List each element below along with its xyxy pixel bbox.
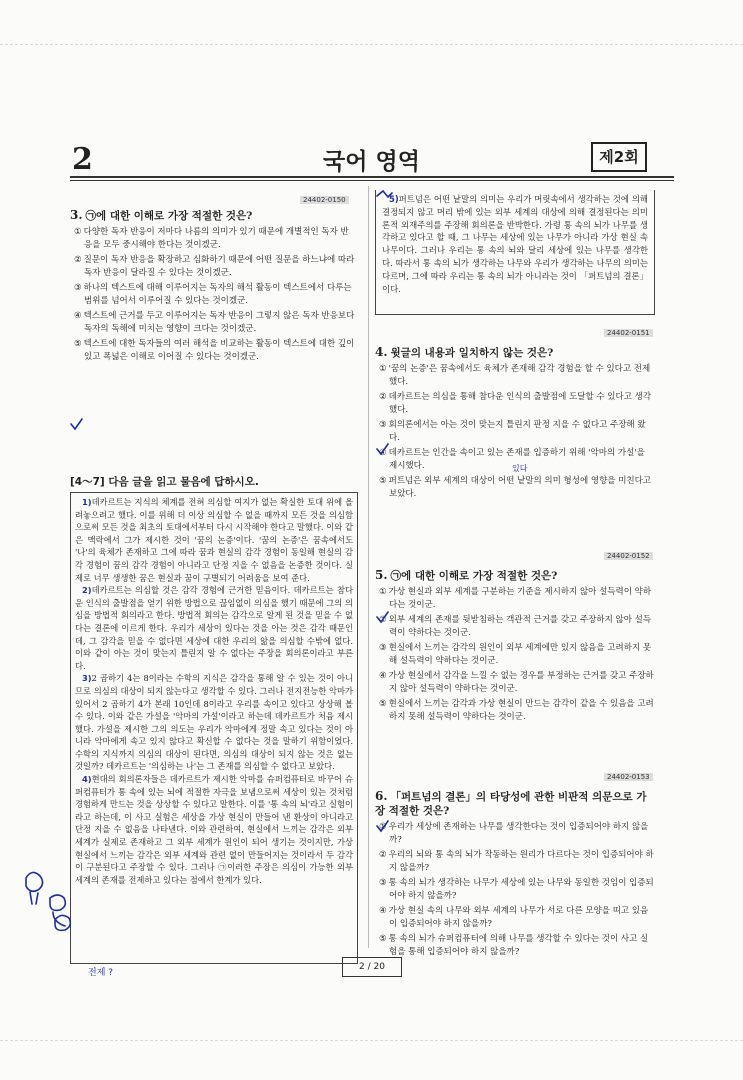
option-2[interactable]: ② 질문이 독자 반응을 확장하고 심화하기 때문에 어떤 질문을 하느냐에 따라 독자 반응이 달라질 수 있다는 것이겠군. bbox=[74, 255, 355, 278]
question-code: 24402-0152 bbox=[604, 552, 653, 560]
header-round-badge: 제2회 bbox=[591, 142, 647, 172]
option-4[interactable]: ④ 가상 현실 속의 나무와 외부 세계의 나무가 서로 다른 모양을 띠고 있음이 입증되어야 하지 않을까? bbox=[379, 906, 649, 929]
option-4[interactable]: ④ 데카르트는 인간을 속이고 있는 존재를 입증하기 위해 '악마의 가설'을 제시했다. bbox=[379, 448, 645, 471]
option-3[interactable]: ③ 하나의 텍스트에 대해 이루어지는 독자의 해석 활동이 텍스트에서 다루는 범위를 넘어서 이루어질 수 있다는 것이겠군. bbox=[74, 283, 352, 306]
passage-paragraph-4: 4)현대의 회의론자들은 데카르트가 제시한 악마를 슈퍼컴퓨터로 바꾸어 슈퍼컴퓨터가 통 속에 있는 뇌에 적절한 자극을 보냄으로써 세상이 있는 것처럼 경험하게 만드는 것을 상상할 수 있다고 말한다. 이를 '통 속의 뇌'라고 실험이라고 하는데, 이 사고 실험은 세상을 가상 현실이 만들어 낸 환상이 아니라고 단정 지을 수 없음을 나타낸다. 이와 관련하여, 현실에서 느끼는 감각은 외부 세계가 실제로 존재하고 그 외부 세계가 원인이 되어 생기는 것이지만, 가상 현실에서 느끼는 감각은 외부 세계와 관련 없이 만들어지는 것이라서 두 감각이 구분된다고 주장할 수 있다. 그러나 ㉠이러한 주장은 의심이 가능한 외부 세계의 존재를 전제하고 있다는 점에서 한계가 있다. bbox=[75, 774, 353, 885]
passage-paragraph-2: 2)데카르트는 의심할 것은 감각 경험에 근거한 믿음이다. 데카르트는 참다운 인식의 출발점을 얻기 위한 방법으로 끊임없이 의심을 했기 때문에 그의 의심을 방법적 회의라고 한다. 방법적 회의는 감각으로 알게 된 것을 믿을 수 없다는 결론에 이르게 한다. 우리가 세상이 있다는 것을 아는 것은 감각 때문인데, 그 감각을 믿을 수 없다면 세상에 대한 우리의 앎을 의심할 수밖에 없다. 이와 같이 아는 것이 맞는지 틀린지 알 수 없다는 주장을 회의론이라고 부른다. bbox=[75, 585, 353, 671]
check-mark-icon bbox=[71, 419, 82, 429]
question-code: 24402-0151 bbox=[604, 329, 653, 337]
option-1[interactable]: ① 다양한 독자 반응이 저마다 나름의 의미가 있기 때문에 개별적인 독자 반응을 모두 중시해야 한다는 것이겠군. bbox=[74, 227, 349, 250]
option-1[interactable]: ① 가상 현실과 외부 세계를 구분하는 기준을 제시하지 않아 설득력이 약하다는 것이군. bbox=[379, 587, 652, 610]
option-3[interactable]: ③ 회의론에서는 아는 것이 맞는지 틀린지 판정 지을 수 없다고 주장해 왔다. bbox=[379, 420, 646, 443]
option-1[interactable]: ① '꿈의 논증'은 꿈속에서도 육체가 존재해 감각 경험을 할 수 있다고 전제했다. bbox=[379, 364, 651, 387]
passage-group-heading: [4～7] 다음 글을 읽고 물음에 답하시오. bbox=[70, 476, 259, 488]
question-stem: 4. 윗글의 내용과 일치하지 않는 것은? bbox=[375, 345, 554, 359]
check-mark-icon bbox=[377, 612, 388, 622]
header-page-number: 2 bbox=[72, 142, 94, 177]
option-3[interactable]: ③ 통 속의 뇌가 생각하는 나무가 세상에 있는 나무와 동일한 것임이 입증되어야 하지 않을까? bbox=[379, 878, 654, 901]
option-5[interactable]: ⑤ 통 속의 뇌가 슈퍼컴퓨터에 의해 나무를 생각할 수 있다는 것이 사고 실험을 통해 입증되어야 하지 않을까? bbox=[379, 934, 649, 957]
passage-paragraph-1: 1)데카르트는 지식의 체계를 전혀 의심할 여지가 없는 확실한 토대 위에 올려놓으려고 했다. 이를 위해 더 이상 의심할 수 없을 때까지 모든 것을 의심함으로써 모든 것을 최초의 토대에서부터 다시 시작해야 한다고 말했다. 이와 같은 맥락에서 그가 제시한 것이 '꿈의 논증'이다. '꿈의 논증'은 꿈속에서도 '나'의 육체가 존재하고 그에 따라 꿈과 현실의 감각 경험이 동일해 현실의 감각 경험이 꿈의 감각 경험이 아니라고 단정 지을 수 없음을 논증한 것이다. 실제로 너무 생생한 꿈은 현실과 꿈이 구별되기 어려움을 보여 준다. bbox=[75, 497, 353, 583]
handwritten-note: 전제 ? bbox=[88, 968, 114, 978]
handwritten-note: 있다 bbox=[512, 464, 528, 473]
option-5[interactable]: ⑤ 텍스트에 대한 독자들의 여러 해석을 비교하는 활동이 텍스트에 대한 깊이 있고 폭넓은 이해로 이어질 수 있다는 것이겠군. bbox=[74, 339, 355, 362]
question-code: 24402-0153 bbox=[604, 773, 653, 781]
header-title: 국어 영역 bbox=[323, 149, 420, 175]
passage-paragraph-3: 3)2 곱하기 4는 8이라는 수학의 지식은 감각을 통해 알 수 있는 것이 아니므로 의심의 대상이 되지 않는다고 생각할 수 있다. 그러나 전지전능한 악마가 있어서 2 곱하기 4가 본래 10인데 8이라고 우리를 속이고 있다고 상상해 볼 수 있다. 이와 같은 가설을 '악마의 가설'이라고 하는데 데카르트가 처음 제시했다. 가설을 제시한 그의 의도는 우리가 악마에게 정말 속고 있다는 것이 아니라 악마에게 속고 있지 않다고 확신할 수 없다는 것을 말하기 위함이었다. 수학의 지식까지 의심의 대상이 된다면, 의심의 대상이 되지 않는 것은 없는 것일까? 데카르트는 '의심하는 나'는 그 존재를 의심할 수 없다고 보았다. bbox=[75, 673, 353, 772]
question-code: 24402-0150 bbox=[300, 196, 349, 204]
option-2[interactable]: ② 외부 세계의 존재를 뒷받침하는 객관적 근거를 갖고 주장하지 않아 설득력이 약하다는 것이군. bbox=[379, 615, 652, 638]
check-mark-icon bbox=[377, 821, 388, 831]
option-2[interactable]: ② 우리의 뇌와 통 속의 뇌가 작동하는 원리가 다르다는 것이 입증되어야 하지 않을까? bbox=[379, 850, 654, 873]
option-4[interactable]: ④ 텍스트에 근거를 두고 이루어지는 독자 반응이 그렇지 않은 독자 반응보다 독자의 독해에 미치는 영향이 크다는 것이겠군. bbox=[74, 311, 355, 334]
check-mark-icon bbox=[377, 444, 388, 454]
passage-paragraph-5: 5)퍼트넘은 어떤 낱말의 의미는 우리가 머릿속에서 생각하는 것에 의해 결정되지 않고 머리 밖에 있는 외부 세계의 대상에 의해 결정된다는 의미론적 외재주의를 주장해 회의론을 반박한다. 가령 통 속의 뇌가 나무를 생각하고 있다고 할 때, 그 나무는 세상에 있는 나무가 아니라 가상 현실 속 나무이다. 그러나 우리는 통 속의 뇌와 달리 세상에 있는 나무를 생각한다. 따라서 통 속의 뇌가 생각하는 나무와 우리가 생각하는 나무의 의미는 다르며, 그에 따라 우리는 통 속의 뇌가 아니라는 것이 「퍼트넘의 결론」이다. bbox=[382, 194, 648, 294]
option-1[interactable]: ① 우리가 세상에 존재하는 나무를 생각한다는 것이 입증되어야 하지 않을까? bbox=[379, 822, 649, 845]
question-stem: 5. ㉠에 대한 이해로 가장 적절한 것은? bbox=[375, 568, 558, 582]
option-5[interactable]: ⑤ 현실에서 느끼는 감각과 가상 현실이 만드는 감각이 같을 수 있음을 고려하지 못해 설득력이 약하다는 것이군. bbox=[379, 699, 654, 722]
question-stem: 6. 「퍼트넘의 결론」의 타당성에 관한 비판적 의문으로 가장 적절한 것은? bbox=[375, 789, 647, 817]
doodle-icon bbox=[26, 872, 43, 904]
option-2[interactable]: ② 데카르트는 의심을 통해 참다운 인식의 출발점에 도달할 수 있다고 생각했다. bbox=[379, 392, 652, 415]
circle-mark-icon bbox=[55, 915, 70, 930]
question-stem: 3. ㉠에 대한 이해로 가장 적절한 것은? bbox=[70, 208, 253, 222]
option-4[interactable]: ④ 가상 현실에서 감각을 느낄 수 없는 경우를 부정하는 근거를 갖고 주장하지 않아 설득력이 약하다는 것이군. bbox=[379, 671, 654, 694]
option-3[interactable]: ③ 현실에서 느끼는 감각의 원인이 외부 세계에만 있지 않음을 고려하지 못해 설득력이 약하다는 것이군. bbox=[379, 643, 652, 666]
page-counter: 2 / 20 bbox=[342, 957, 402, 977]
option-5[interactable]: ⑤ 퍼트넘은 외부 세계의 대상이 어떤 낱말의 의미 형성에 영향을 미친다고 보았다. bbox=[379, 476, 652, 499]
check-mark-icon bbox=[377, 191, 392, 197]
doodle-icon bbox=[50, 895, 65, 926]
